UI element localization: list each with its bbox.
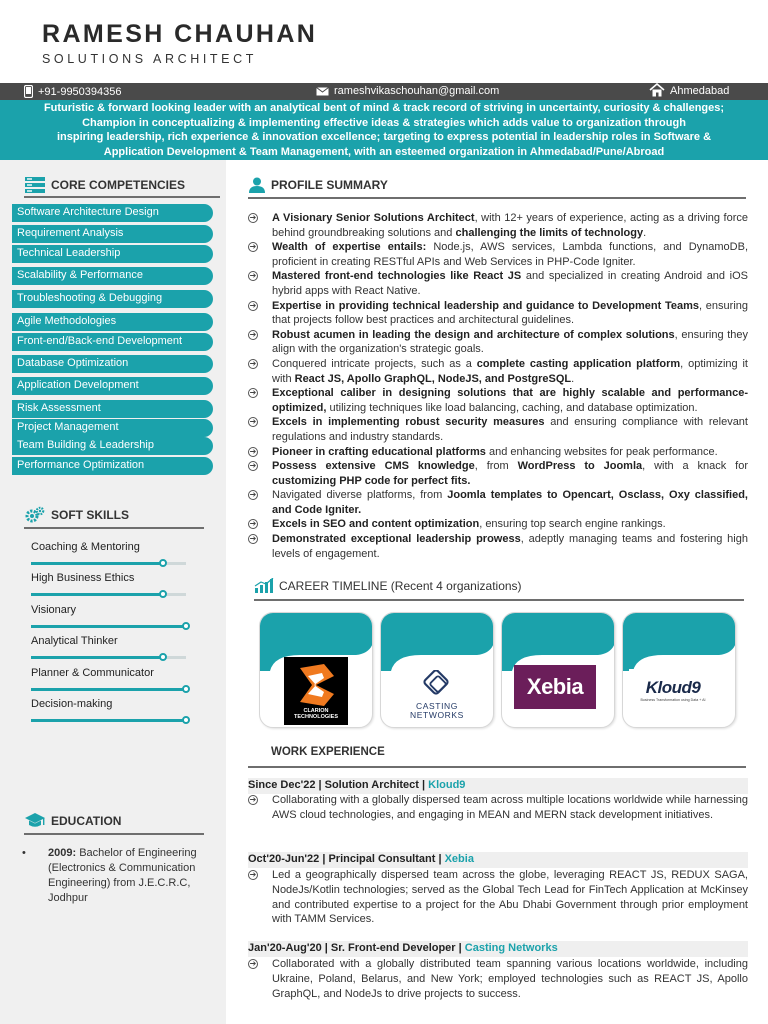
soft-skill-label: Planner & Communicator: [31, 667, 154, 679]
arrow-circle-icon: ➔: [249, 534, 257, 544]
job-heading: [248, 852, 748, 868]
casting-networks-mark: [417, 670, 457, 702]
soft-skill-knob: [182, 716, 190, 724]
email-icon: [316, 87, 329, 96]
job-title-line: Since Dec'22 | Solution Architect |: [248, 779, 429, 791]
arrow-circle-icon: ➔: [249, 959, 257, 968]
gears-icon: [24, 506, 46, 524]
soft-skill-label: Visionary: [31, 604, 77, 616]
timeline-heading: [254, 578, 522, 594]
arrow-circle-icon: ➔: [249, 329, 257, 339]
work-divider: [248, 766, 746, 768]
competencies-heading: [24, 176, 185, 194]
soft-skill-knob: [182, 622, 190, 630]
kloud9-logo: [629, 669, 717, 711]
phone-icon: [24, 85, 33, 98]
competency-item: Database Optimization: [12, 355, 213, 373]
soft-skill-fill: [31, 719, 186, 722]
competency-item: Agile Methodologies: [12, 313, 213, 331]
work-title: WORK EXPERIENCE: [271, 746, 385, 758]
job-company: Casting Networks: [464, 942, 558, 954]
education-divider: [24, 833, 204, 835]
contact-bar: [0, 83, 768, 100]
education-heading: [24, 812, 121, 830]
soft-skill-label: Decision-making: [31, 698, 113, 710]
soft-skill-bar: [31, 562, 186, 565]
job-desc-text: Collaborated with a globally distributed team spanning various locations worldwide, including Ukraine, Poland, Belarus, and New York; employed technologies such as REACT JS, Apollo GraphQL, and NodeJs to drive projects to success.: [272, 958, 748, 1000]
timeline-card-cap: [623, 613, 736, 671]
casting-networks-text-1: CASTING: [416, 701, 458, 711]
arrow-circle-icon: ➔: [249, 388, 257, 398]
arrow-circle-icon: ➔: [249, 271, 257, 281]
education-entry: [22, 846, 212, 906]
home-icon: [649, 83, 665, 97]
profile-bullet: ➔ Navigated diverse platforms, from Joomla templates to Opencart, Osclass, Oxy classified, and Code Igniter.: [249, 489, 748, 516]
education-year: 2009:: [48, 847, 77, 859]
job-title-line: Jan'20-Aug'20 | Sr. Front-end Developer |: [248, 942, 465, 954]
competency-item: Front-end/Back-end Development: [12, 333, 213, 351]
bullet-dot: •: [22, 847, 26, 859]
job-company: Xebia: [444, 853, 474, 865]
profile-bullet: ➔ Excels in SEO and content optimization, ensuring top search engine rankings.: [249, 518, 666, 531]
arrow-circle-icon: ➔: [249, 213, 257, 222]
timeline-card-cap: [502, 613, 615, 671]
arrow-circle-icon: ➔: [249, 417, 257, 427]
clarion-mark: [294, 662, 338, 708]
timeline-card-casting-networks: [380, 612, 494, 728]
job-description: [248, 957, 748, 1001]
casting-networks-text-2: NETWORKS: [410, 710, 464, 720]
job-bullet: [248, 868, 748, 927]
timeline-card-clarion: [259, 612, 373, 728]
competency-item: Risk Assessment: [12, 400, 213, 418]
soft-skill-knob: [159, 590, 167, 598]
contact-phone: [24, 85, 122, 98]
job-company: Kloud9: [428, 779, 466, 791]
arrow-circle-icon: ➔: [249, 358, 257, 368]
soft-skill-fill: [31, 688, 186, 691]
arrow-circle-icon: ➔: [249, 519, 257, 529]
contact-email: [316, 85, 499, 97]
competency-item: Technical Leadership: [12, 245, 213, 263]
competency-item: Scalability & Performance: [12, 267, 213, 285]
contact-location: [649, 83, 729, 97]
location-text: Ahmedabad: [670, 85, 730, 97]
job-description: [248, 868, 748, 927]
arrow-circle-icon: ➔: [249, 461, 257, 471]
timeline-divider: [254, 599, 744, 601]
soft-skill-bar: [31, 625, 186, 628]
profile-heading: [248, 177, 388, 193]
competency-item: Requirement Analysis: [12, 225, 213, 243]
graduation-cap-icon: [24, 812, 46, 830]
timeline-card-kloud9: [622, 612, 736, 728]
work-heading: [271, 746, 385, 758]
arrow-circle-icon: ➔: [249, 300, 257, 310]
soft-skills-divider: [24, 527, 204, 529]
competency-item: Software Architecture Design: [12, 204, 213, 222]
kloud9-tagline: Business Transformation using Data + AI: [640, 698, 706, 702]
profile-bullet: ➔ Robust acumen in leading the design and architecture of complex solutions, ensuring they align with the organization's strategic goals.: [249, 328, 749, 356]
competency-item: Project Management: [12, 419, 213, 437]
clarion-logo-text: CLARION TECHNOLOGIES: [293, 708, 338, 720]
competency-item: Troubleshooting & Debugging: [12, 290, 213, 308]
headline-line: Champion in conceptualizing & implementing effective ideas & strategies which adds value to organization through: [82, 116, 686, 129]
competency-item: Performance Optimization: [12, 457, 213, 475]
clarion-logo: [284, 657, 348, 725]
education-detail: Bachelor of Engineering (Electronics & Communication Engineering) from J.E.C.R.C, Jodhpur: [48, 847, 197, 904]
profile-bullet: ➔ Demonstrated exceptional leadership prowess, adeptly managing teams and fostering high levels of engagement.: [249, 533, 748, 560]
candidate-name: RAMESH CHAUHAN: [42, 20, 318, 48]
arrow-circle-icon: ➔: [249, 242, 257, 252]
arrow-circle-icon: ➔: [249, 795, 257, 804]
timeline-title: CAREER TIMELINE (Recent 4 organizations): [279, 579, 522, 593]
headline-line: inspiring leadership, rich experience & innovation excellence; targeting to express potential in leadership roles in Software &: [56, 131, 712, 143]
job-desc-text: Collaborating with a globally dispersed team across multiple locations worldwide while harnessing AWS cloud technologies, and engaging in MEAN and MERN stack development initiatives.: [272, 794, 748, 821]
education-title: EDUCATION: [51, 814, 122, 828]
user-icon: [248, 177, 266, 193]
arrow-circle-icon: ➔: [249, 446, 257, 456]
soft-skill-bar: [31, 656, 186, 659]
job-bullet: [248, 957, 748, 1001]
email-text[interactable]: rameshvikaschouhan@gmail.com: [334, 85, 500, 97]
arrow-circle-icon: ➔: [249, 490, 257, 500]
timeline-card-xebia: [501, 612, 615, 728]
headline-line: Futuristic & forward looking leader with an analytical bent of mind & track record of striving in uncertainty, curiosity & challenges;: [43, 102, 725, 114]
soft-skill-label: Analytical Thinker: [31, 635, 118, 647]
soft-skill-fill: [31, 625, 186, 628]
competency-item: Team Building & Leadership: [12, 437, 213, 455]
soft-skill-bar: [31, 593, 186, 596]
soft-skill-knob: [159, 559, 167, 567]
soft-skill-fill: [31, 562, 163, 565]
candidate-role: SOLUTIONS ARCHITECT: [42, 52, 257, 66]
competencies-title: CORE COMPETENCIES: [51, 178, 186, 192]
arrow-circle-icon: ➔: [249, 870, 257, 879]
profile-bullet: ➔ Possess extensive CMS knowledge, from WordPress to Joomla, with a knack for customizing PHP code for perfect fits.: [249, 460, 748, 487]
profile-title: PROFILE SUMMARY: [271, 178, 388, 192]
job-title-line: Oct'20-Jun'22 | Principal Consultant |: [248, 853, 445, 865]
soft-skill-bar: [31, 688, 186, 691]
profile-bullet: ➔ Exceptional caliber in designing solutions that are highly scalable and performance-optimized, utilizing techniques like load balancing, caching, and database optimization.: [249, 387, 748, 414]
profile-bullet: ➔ Conquered intricate projects, such as a complete casting application platform, optimizing it with React JS, Apollo GraphQL, NodeJS, and PostgreSQL.: [249, 357, 748, 385]
competency-item: Application Development: [12, 377, 213, 395]
server-icon: [24, 176, 46, 194]
bar-chart-icon: [254, 578, 274, 594]
kloud9-logo-text: Kloud9: [645, 678, 701, 697]
soft-skill-label: High Business Ethics: [31, 572, 135, 584]
profile-bullet: ➔ Wealth of expertise entails: Node.js, AWS services, Lambda functions, and DynamoDB, proficient in creating RESTful APIs and Web Services in PHP-Code Igniter.: [249, 241, 749, 268]
profile-bullet: ➔ A Visionary Senior Solutions Architect, with 12+ years of experience, acting as a driving force behind groundbreaking solutions and challenging the limits of technology.: [249, 212, 748, 239]
headline-summary: [0, 100, 768, 160]
profile-bullets: [248, 211, 748, 561]
job-heading: [248, 778, 748, 794]
xebia-logo: [514, 665, 596, 709]
job-desc-text: Led a geographically dispersed team across the globe, leveraging REACT JS, REDUX SAGA, NodeJs/Kotlin technologies; served as the Global Tech Lead for FinTech Application at McKinsey and contributed expertise to a project for the Abu Dhabi Government through prior employment with TAMM Services.: [272, 869, 748, 926]
profile-bullet: ➔ Pioneer in crafting educational platforms and enhancing websites for peak performance.: [249, 445, 718, 458]
profile-divider: [248, 197, 746, 199]
xebia-logo-text: Xebia: [526, 674, 584, 699]
job-description: [248, 793, 748, 823]
soft-skill-knob: [182, 685, 190, 693]
soft-skill-label: Coaching & Mentoring: [31, 541, 140, 553]
competencies-divider: [24, 196, 220, 198]
profile-bullet: ➔ Expertise in providing technical leadership and guidance to Development Teams, ensuring that projects follow best practices and architectural guidelines.: [249, 299, 748, 327]
soft-skill-bar: [31, 719, 186, 722]
soft-skill-knob: [159, 653, 167, 661]
soft-skills-heading: [24, 506, 129, 524]
profile-bullet: ➔ Mastered front-end technologies like React JS and specialized in creating Android and iOS hybrid apps with React Native.: [249, 270, 748, 297]
soft-skill-fill: [31, 656, 163, 659]
job-heading: [248, 941, 748, 957]
soft-skills-title: SOFT SKILLS: [51, 508, 129, 522]
phone-text[interactable]: +91-9950394356: [38, 85, 122, 98]
job-bullet: [248, 793, 748, 823]
soft-skill-fill: [31, 593, 163, 596]
casting-networks-logo: [403, 663, 471, 727]
headline-line: Application Development & Team Management, with an esteemed organization in Ahmedabad/Pune/Abroad: [103, 145, 665, 158]
profile-bullet: ➔ Excels in implementing robust security measures and ensuring compliance with relevant regulations and industry standards.: [249, 416, 748, 443]
